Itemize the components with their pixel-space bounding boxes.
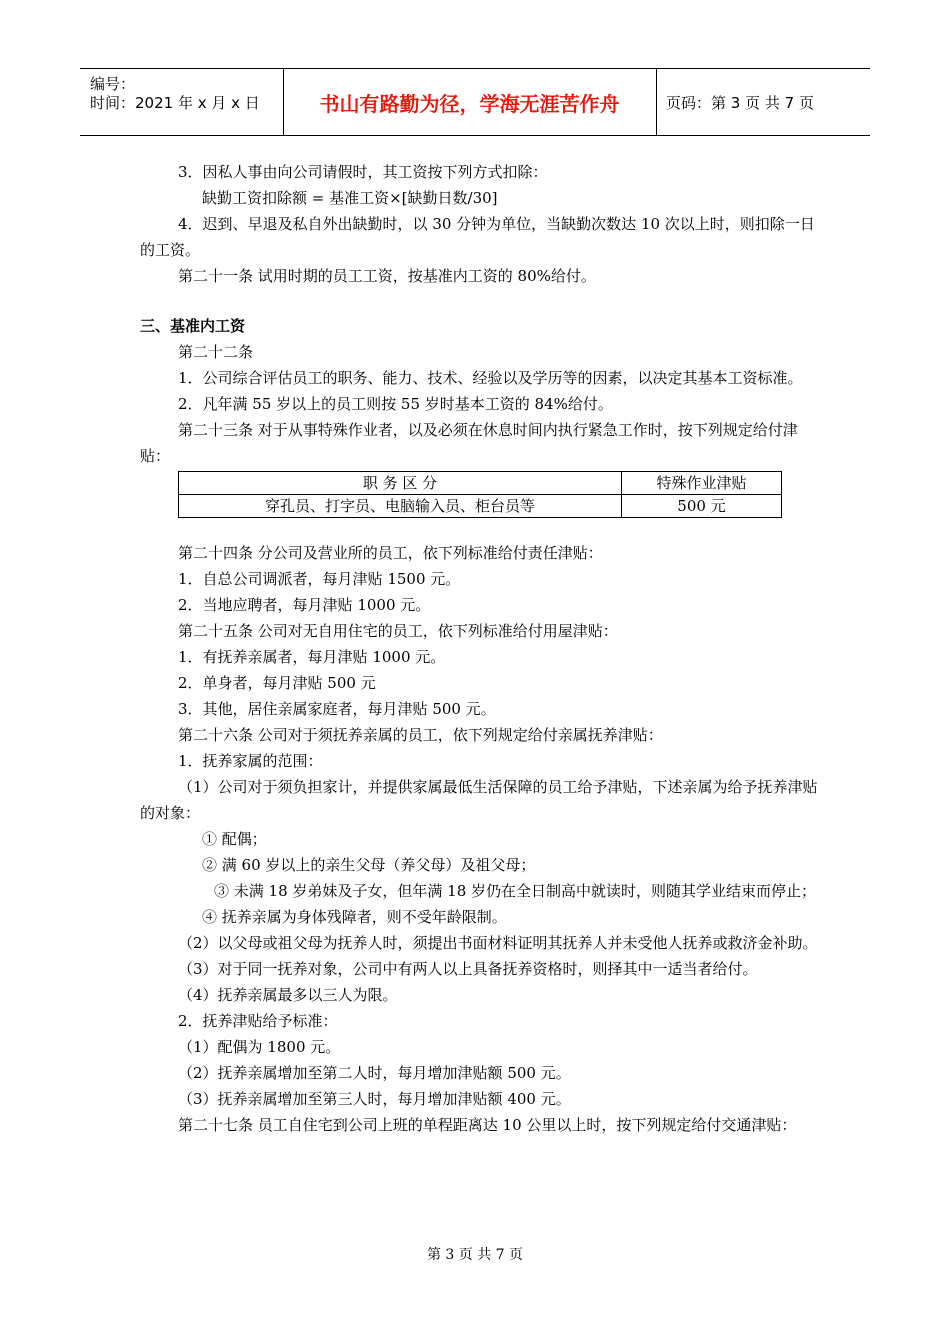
paragraph: 1．有抚养亲属者，每月津贴 1000 元。 [178, 648, 446, 666]
list-item: ② 满 60 岁以上的亲生父母（养父母）及祖父母； [202, 856, 536, 874]
header-page-number: 页码：第 3 页 共 7 页 [666, 93, 814, 112]
paragraph: 4．迟到、早退及私自外出缺勤时，以 30 分钟为单位，当缺勤次数达 10 次以上时，则扣除一日的工资。 [140, 215, 815, 259]
paragraph: （2）抚养亲属增加至第二人时，每月增加津贴额 500 元。 [178, 1064, 571, 1082]
table-header: 特殊作业津贴 [622, 472, 782, 495]
paragraph: （3）抚养亲属增加至第三人时，每月增加津贴额 400 元。 [178, 1090, 571, 1108]
list-item: ① 配偶； [202, 830, 267, 848]
table-header-row [179, 472, 782, 495]
table-cell: 500 元 [622, 495, 782, 518]
list-item: ③ 未满 18 岁弟妹及子女，但年满 18 岁仍在全日制高中就读时，则随其学业结束而停止； [214, 882, 817, 900]
article-25: 第二十五条 公司对无自用住宅的员工，依下列标准给付用屋津贴： [178, 622, 618, 640]
article-23: 第二十三条 对于从事特殊作业者，以及必须在休息时间内执行紧急工作时，按下列规定给付津贴： [140, 421, 798, 465]
spacer [140, 522, 820, 540]
allowance-table [178, 471, 782, 518]
table-row [179, 495, 782, 518]
table-cell: 穿孔员、打字员、电脑输入员、柜台员等 [179, 495, 622, 518]
header-motto: 书山有路勤为径，学海无涯苦作舟 [283, 69, 657, 135]
paragraph: 1．自总公司调派者，每月津贴 1500 元。 [178, 570, 461, 588]
paragraph: （1）配偶为 1800 元。 [178, 1038, 341, 1056]
paragraph: 2．单身者，每月津贴 500 元 [178, 674, 376, 692]
paragraph: 2．凡年满 55 岁以上的员工则按 55 岁时基本工资的 84%给付。 [178, 395, 613, 413]
article-22: 第二十二条 [178, 343, 254, 361]
formula: 缺勤工资扣除额 = 基准工资×[缺勤日数/30] [202, 189, 498, 207]
list-item: ④ 抚养亲属为身体残障者，则不受年龄限制。 [202, 908, 507, 926]
paragraph: 1．抚养家属的范围： [178, 752, 323, 770]
paragraph: （2）以父母或祖父母为抚养人时，须提出书面材料证明其抚养人并未受他人抚养或救济金补助。 [178, 934, 818, 952]
document-date: 时间：2021 年 x 月 x 日 [90, 94, 260, 112]
paragraph: 2．当地应聘者，每月津贴 1000 元。 [178, 596, 431, 614]
page-header [80, 68, 870, 136]
paragraph: （4）抚养亲属最多以三人为限。 [178, 986, 398, 1004]
article-27: 第二十七条 员工自住宅到公司上班的单程距离达 10 公里以上时，按下列规定给付交通津贴： [178, 1116, 797, 1134]
paragraph: 2．抚养津贴给予标准： [178, 1012, 338, 1030]
header-meta [80, 69, 284, 135]
document-body [140, 159, 820, 1138]
paragraph: （3）对于同一抚养对象，公司中有两人以上具备抚养资格时，则择其中一适当者给付。 [178, 960, 758, 978]
section-heading: 三、基准内工资 [140, 317, 246, 335]
document-number-label: 编号： [90, 75, 136, 93]
paragraph: （1）公司对于须负担家计，并提供家属最低生活保障的员工给予津贴，下述亲属为给予抚养津贴的对象： [140, 778, 818, 822]
article-26: 第二十六条 公司对于须抚养亲属的员工，依下列规定给付亲属抚养津贴： [178, 726, 663, 744]
page-footer: 第 3 页 共 7 页 [426, 1247, 524, 1263]
paragraph: 1．公司综合评估员工的职务、能力、技术、经验以及学历等的因素，以决定其基本工资标准。 [178, 369, 803, 387]
article-21: 第二十一条 试用时期的员工工资，按基准内工资的 80%给付。 [178, 267, 596, 285]
paragraph: 3．因私人事由向公司请假时，其工资按下列方式扣除： [178, 163, 548, 181]
paragraph: 3．其他，居住亲属家庭者，每月津贴 500 元。 [178, 700, 496, 718]
table-header: 职 务 区 分 [179, 472, 622, 495]
article-24: 第二十四条 分公司及营业所的员工，依下列标准给付责任津贴： [178, 544, 603, 562]
